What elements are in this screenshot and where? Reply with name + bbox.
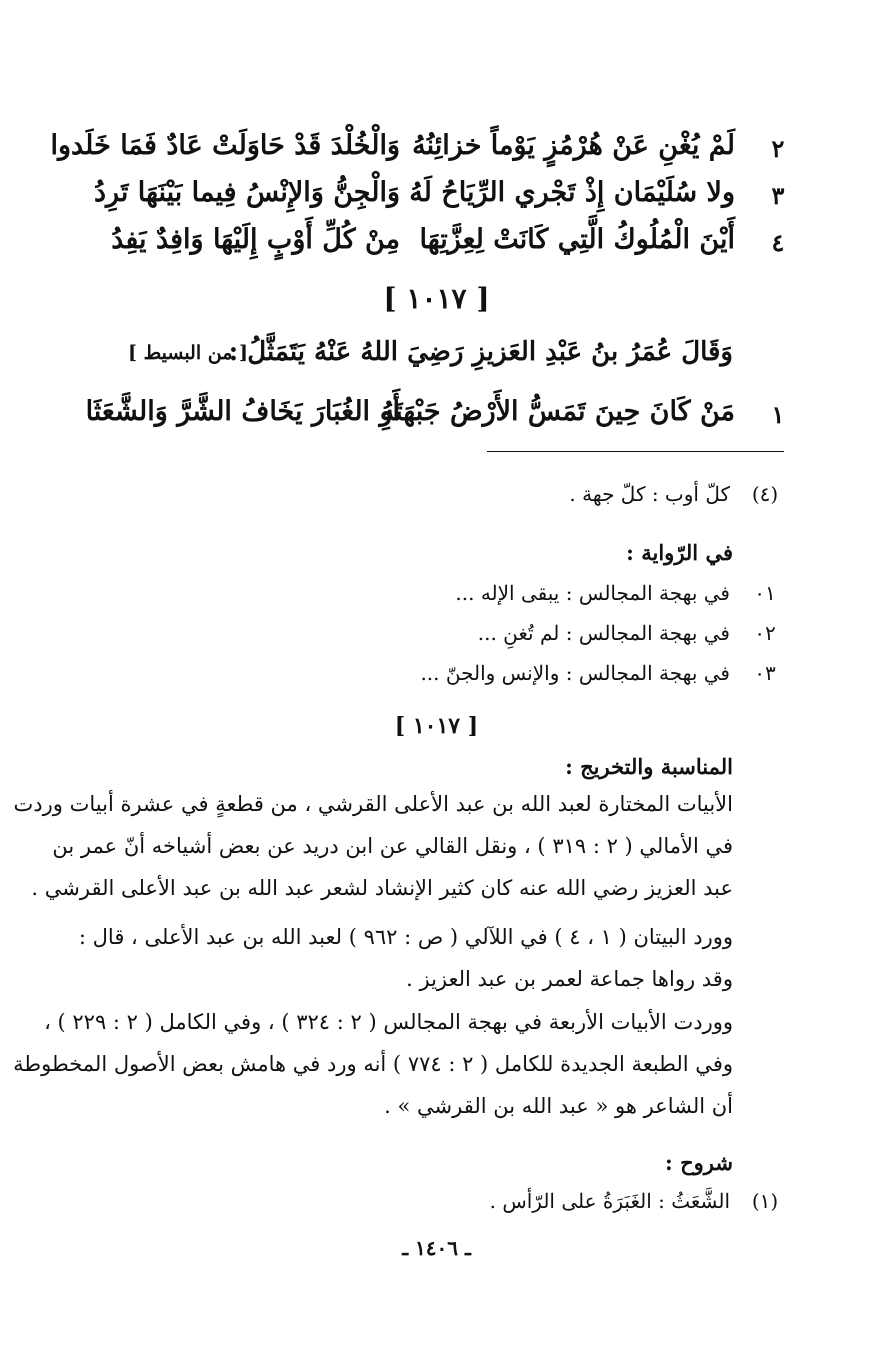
riwaya-text: في بهجة المجالس : والإنس والجنّ ... <box>420 661 730 685</box>
verse-second-hemistich: وَالْجِنُّ وَالإِنْسُ فِيما بَيْنَهَا تَرِدُ <box>93 177 400 208</box>
verse-number: ٤ <box>771 228 785 257</box>
shuruh-number: (١) <box>751 1189 779 1213</box>
verse-first-hemistich: مَنْ كَانَ حِينَ تَمَسُّ الأَرْضُ جَبْهَتَهُ <box>380 396 735 427</box>
riwaya-number: ٠٣ <box>754 661 776 685</box>
paragraph-line: عبد العزيز رضي الله عنه كان كثير الإنشاد لشعر عبد الله بن عبد الأعلى القرشي . <box>31 876 733 900</box>
paragraph-line: أن الشاعر هو « عبد الله بن القرشي » . <box>384 1094 733 1118</box>
verse-second-hemistich: أَوِ الغُبَارَ يَخَافُ الشَّرَّ وَالشَّعَثَا <box>85 396 400 427</box>
verse-number: ٣ <box>771 181 785 210</box>
verse-row <box>80 396 793 440</box>
paragraph-line: وقد رواها جماعة لعمر بن عبد العزيز . <box>406 967 733 991</box>
riwaya-item <box>80 661 785 695</box>
verse-number: ٢ <box>771 134 785 163</box>
notes-number: [ ١٠١٧ ] <box>394 713 479 739</box>
verse-row <box>80 224 793 268</box>
meter-label: [ من البسيط ] <box>128 342 248 364</box>
riwaya-text: في بهجة المجالس : لم تُغنِ ... <box>477 621 730 645</box>
verse-number: ١ <box>771 400 785 429</box>
munasaba-title: المناسبة والتخريج : <box>565 754 733 779</box>
verse-first-hemistich: لَمْ يُغْنِ عَنْ هُرْمُزٍ يَوْماً خزائِنُهُ <box>412 130 735 161</box>
page-number: ـ ١٤٠٦ ـ <box>402 1236 471 1260</box>
paragraph-line: وورد البيتان ( ١ ، ٤ ) في اللآلي ( ص : ٩٦٢ ) لعبد الله بن عبد الأعلى ، قال : <box>78 925 733 949</box>
poem-number: [ ١٠١٧ ] <box>383 282 490 315</box>
verse-second-hemistich: وَالْخُلْدَ قَدْ حَاوَلَتْ عَادٌ فَمَا خَلَدوا <box>50 130 400 161</box>
verse-second-hemistich: مِنْ كُلِّ أَوْبٍ إِلَيْهَا وَافِدٌ يَفِدُ <box>111 224 400 255</box>
verse-row <box>80 177 793 221</box>
poem-introduction: وَقَالَ عُمَرُ بنُ عَبْدِ العَزيزِ رَضِيَ اللهُ عَنْهُ يَتَمَثَّلُ : <box>228 337 733 367</box>
riwaya-item <box>80 581 785 615</box>
paragraph-line: ووردت الأبيات الأربعة في بهجة المجالس ( ٢ : ٣٢٤ ) ، وفي الكامل ( ٢ : ٢٢٩ ) ، <box>44 1010 733 1034</box>
paragraph-line: في الأمالي ( ٢ : ٣١٩ ) ، ونقل القالي عن ابن دريد عن بعض أشياخه أنّ عمر بن <box>52 834 733 858</box>
footnote-number: (٤) <box>751 482 779 506</box>
verse-first-hemistich: أَيْنَ الْمُلُوكُ الَّتِي كَانَتْ لِعِزَّتِهَا <box>419 224 735 255</box>
footnote-text: كلّ أوب : كلّ جهة . <box>569 482 730 506</box>
shuruh-item <box>80 1189 785 1223</box>
footnote-separator <box>487 451 784 452</box>
shuruh-text: الشَّعَثُ : الغَبَرَةُ على الرّأس . <box>489 1189 730 1213</box>
riwaya-item <box>80 621 785 655</box>
riwaya-title: في الرّواية : <box>626 540 733 565</box>
riwaya-text: في بهجة المجالس : يبقى الإله ... <box>455 581 730 605</box>
paragraph-line: الأبيات المختارة لعبد الله بن عبد الأعلى القرشي ، من قطعةٍ في عشرة أبيات وردت <box>13 792 733 816</box>
verse-first-hemistich: ولا سُلَيْمَان إِذْ تَجْري الرِّيَاحُ لَهُ <box>409 177 735 208</box>
riwaya-number: ٠٢ <box>754 621 776 645</box>
footnote-gloss <box>80 482 785 516</box>
riwaya-number: ٠١ <box>754 581 776 605</box>
verse-row <box>50 130 793 174</box>
shuruh-title: شروح : <box>665 1150 733 1175</box>
paragraph-line: وفي الطبعة الجديدة للكامل ( ٢ : ٧٧٤ ) أنه ورد في هامش بعض الأصول المخطوطة <box>13 1052 733 1076</box>
